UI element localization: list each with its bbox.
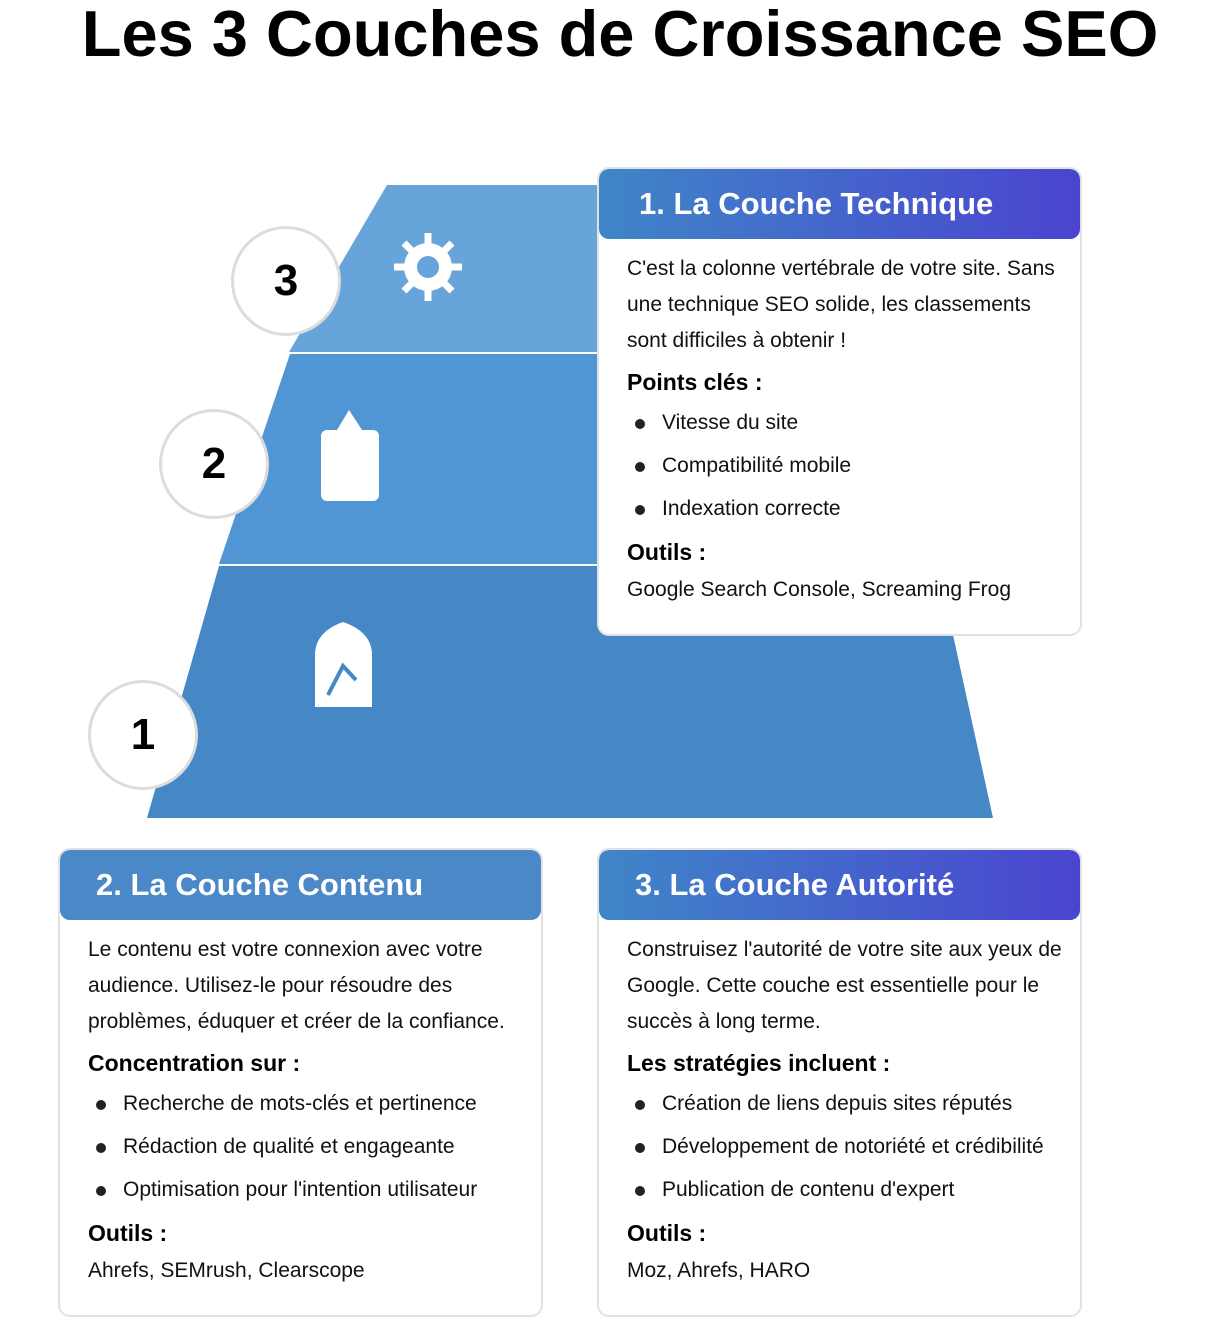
card-contenu-tools-label: Outils : — [88, 1220, 168, 1246]
card-technique-description: C'est la colonne vertébrale de votre site. Sans une technique SEO solide, les classements sont difficiles à obtenir ! — [627, 257, 1055, 352]
page-title: Les 3 Couches de Croissance SEO — [81, 0, 1159, 70]
list-item: Vitesse du site — [627, 408, 1080, 451]
card-technique-list — [627, 408, 1080, 537]
list-item: Développement de notoriété et crédibilité — [627, 1132, 1080, 1175]
list-item: Optimisation pour l'intention utilisateur — [88, 1175, 541, 1218]
card-autorite-heading: 3. La Couche Autorité — [599, 850, 1080, 920]
list-item: Création de liens depuis sites réputés — [627, 1089, 1080, 1132]
layer-number-3: 3 — [231, 226, 341, 336]
gear-icon — [394, 233, 462, 301]
list-item: Compatibilité mobile — [627, 451, 1080, 494]
card-technique-tools-label: Outils : — [627, 539, 707, 565]
card-autorite — [597, 848, 1082, 1317]
card-autorite-list — [627, 1089, 1080, 1218]
card-contenu — [58, 848, 543, 1317]
layer-number-2: 2 — [159, 409, 269, 519]
card-technique — [597, 167, 1082, 636]
card-technique-tools: Google Search Console, Screaming Frog — [627, 578, 1012, 601]
card-autorite-tools: Moz, Ahrefs, HARO — [627, 1259, 811, 1282]
card-contenu-description: Le contenu est votre connexion avec votre audience. Utilisez-le pour résoudre des problèmes, éduquer et créer de la confiance. — [88, 938, 505, 1033]
list-item: Publication de contenu d'expert — [627, 1175, 1080, 1218]
card-autorite-description: Construisez l'autorité de votre site aux yeux de Google. Cette couche est essentielle pour le succès à long terme. — [627, 938, 1062, 1033]
card-contenu-tools: Ahrefs, SEMrush, Clearscope — [88, 1259, 365, 1282]
card-autorite-list-title: Les stratégies incluent : — [627, 1050, 891, 1076]
card-contenu-list-title: Concentration sur : — [88, 1050, 301, 1076]
layer-number-1: 1 — [88, 680, 198, 790]
card-autorite-tools-label: Outils : — [627, 1220, 707, 1246]
card-technique-list-title: Points clés : — [627, 369, 763, 395]
rocket-icon — [315, 622, 372, 707]
list-item: Rédaction de qualité et engageante — [88, 1132, 541, 1175]
list-item: Recherche de mots-clés et pertinence — [88, 1089, 541, 1132]
card-contenu-list — [88, 1089, 541, 1218]
list-item: Indexation correcte — [627, 494, 1080, 537]
card-contenu-heading: 2. La Couche Contenu — [60, 850, 541, 920]
card-technique-heading: 1. La Couche Technique — [599, 169, 1080, 239]
